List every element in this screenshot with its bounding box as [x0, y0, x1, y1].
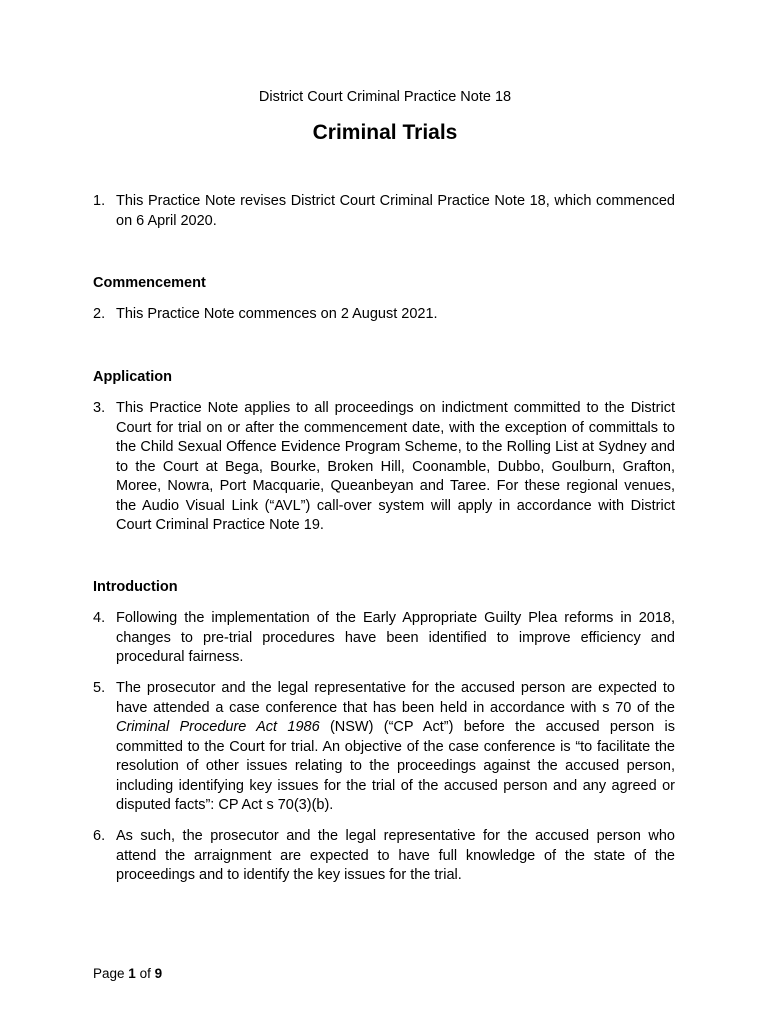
paragraph-3 [93, 399, 675, 536]
paragraph-text: As such, the prosecutor and the legal representative for the accused person who attend the arraignment are expected to have full knowledge of the state of the proceedings and to identify the key issues for the trial. [116, 828, 675, 883]
paragraph-text: Following the implementation of the Early Appropriate Guilty Plea reforms in 2018, changes to pre-trial procedures have been identified to improve efficiency and procedural fairness. [116, 610, 675, 665]
document-subtitle: District Court Criminal Practice Note 18 [258, 89, 512, 105]
paragraph-number: 1. [93, 193, 106, 209]
section-heading-application: Application [93, 369, 172, 385]
page-label: Page [93, 966, 125, 981]
paragraph-text: This Practice Note revises District Court Criminal Practice Note 18, which commenced on 6 April 2020. [116, 193, 675, 229]
paragraph-text: This Practice Note applies to all proceedings on indictment committed to the District Court for trial on or after the commencement date, with the exception of committals to the Child Sexual Offence Evidence Program Scheme, to the Rolling List at Sydney and to the Court at Bega, Bourke, Broken Hill, Coonamble, Dubbo, Goulburn, Grafton, Moree, Nowra, Port Macquarie, Queanbeyan and Taree. For these regional venues, the Audio Visual Link (“AVL”) call-over system will apply in accordance with District Court Criminal Practice Note 19. [116, 400, 675, 533]
paragraph-text-start: The prosecutor and the legal representative for the accused person are expected to have attended a case conference that has been held in accordance with s 70 of the [116, 680, 675, 716]
section-heading-introduction: Introduction [93, 579, 178, 595]
paragraph-number: 6. [93, 828, 106, 844]
paragraph-text: This Practice Note commences on 2 August 2021. [116, 306, 438, 322]
paragraph-number: 4. [93, 610, 106, 626]
act-title-italic: Criminal Procedure Act 1986 [116, 719, 320, 735]
section-heading-commencement: Commencement [93, 275, 206, 291]
paragraph-number: 2. [93, 306, 106, 322]
document-title: Criminal Trials [312, 121, 458, 144]
paragraph-number: 3. [93, 400, 106, 416]
paragraph-6 [93, 827, 675, 886]
page-footer [93, 966, 162, 982]
of-label: of [139, 966, 151, 981]
paragraph-number: 5. [93, 680, 106, 696]
total-page-count: 9 [154, 966, 163, 981]
paragraph-4 [93, 609, 675, 668]
paragraph-text [116, 679, 675, 816]
paragraph-1 [93, 192, 675, 231]
paragraph-2 [93, 305, 675, 325]
current-page-number: 1 [128, 966, 136, 981]
paragraph-text-end: (NSW) (“CP Act”) before the accused person is committed to the Court for trial. An objective of the case conference is “to facilitate the resolution of other issues relating to the proceedings against the accused person, including identifying key issues for the trial of the accused person and any agreed or disputed facts”: CP Act s 70(3)(b). [116, 719, 675, 813]
paragraph-5 [93, 679, 675, 816]
